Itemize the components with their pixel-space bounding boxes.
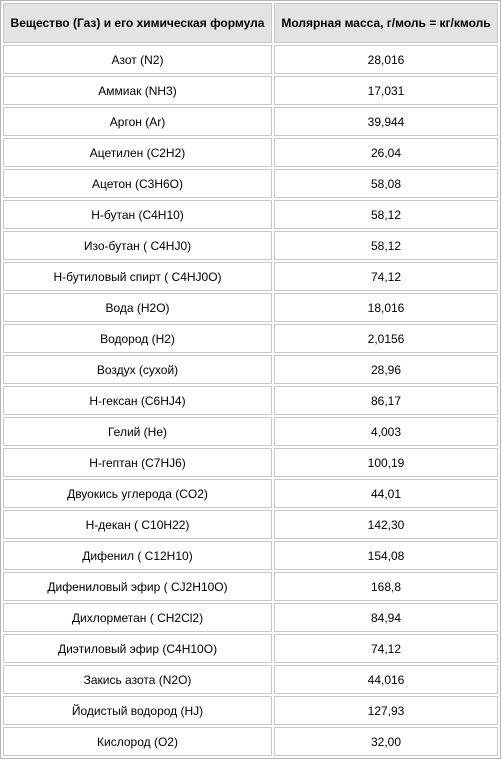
molar-mass-cell: 58,12 bbox=[274, 231, 498, 260]
molar-mass-cell: 4,003 bbox=[274, 417, 498, 446]
table-row bbox=[3, 76, 498, 105]
molar-mass-cell: 2,0156 bbox=[274, 324, 498, 353]
substance-cell: Н-декан ( C10H22) bbox=[3, 510, 272, 539]
table-row bbox=[3, 541, 498, 570]
substance-cell: Аргон (Ar) bbox=[3, 107, 272, 136]
table-row bbox=[3, 665, 498, 694]
table-row bbox=[3, 417, 498, 446]
table-row bbox=[3, 355, 498, 384]
substance-cell: Дифенил ( C12H10) bbox=[3, 541, 272, 570]
substance-cell: Ацетилен (C2H2) bbox=[3, 138, 272, 167]
header-substance: Вещество (Газ) и его химическая формула bbox=[3, 3, 272, 43]
molar-mass-cell: 32,00 bbox=[274, 727, 498, 756]
table-row bbox=[3, 45, 498, 74]
header-molar-mass: Молярная масса, г/моль = кг/кмоль bbox=[274, 3, 498, 43]
substance-cell: Водород (H2) bbox=[3, 324, 272, 353]
table-row bbox=[3, 293, 498, 322]
substance-cell: Дифениловый эфир ( CJ2H10O) bbox=[3, 572, 272, 601]
table-row bbox=[3, 138, 498, 167]
table-row bbox=[3, 727, 498, 756]
substance-cell: Н-гептан (C7HJ6) bbox=[3, 448, 272, 477]
substance-cell: Н-гексан (C6HJ4) bbox=[3, 386, 272, 415]
table-row bbox=[3, 479, 498, 508]
molar-mass-cell: 44,016 bbox=[274, 665, 498, 694]
molar-mass-cell: 28,016 bbox=[274, 45, 498, 74]
substance-cell: Воздух (сухой) bbox=[3, 355, 272, 384]
substance-cell: Вода (H2O) bbox=[3, 293, 272, 322]
molar-mass-cell: 154,08 bbox=[274, 541, 498, 570]
molar-mass-cell: 100,19 bbox=[274, 448, 498, 477]
molar-mass-cell: 58,12 bbox=[274, 200, 498, 229]
table-body bbox=[3, 45, 498, 756]
substance-cell: Изо-бутан ( C4HJ0) bbox=[3, 231, 272, 260]
molar-mass-cell: 168,8 bbox=[274, 572, 498, 601]
molar-mass-cell: 74,12 bbox=[274, 262, 498, 291]
table-row bbox=[3, 262, 498, 291]
substance-cell: Закись азота (N2O) bbox=[3, 665, 272, 694]
substance-cell: Йодистый водород (HJ) bbox=[3, 696, 272, 725]
molar-mass-cell: 17,031 bbox=[274, 76, 498, 105]
substance-cell: Кислород (O2) bbox=[3, 727, 272, 756]
substance-cell: Гелий (He) bbox=[3, 417, 272, 446]
molar-mass-cell: 86,17 bbox=[274, 386, 498, 415]
molar-mass-cell: 39,944 bbox=[274, 107, 498, 136]
substance-cell: Н-бутан (C4H10) bbox=[3, 200, 272, 229]
substance-cell: Диэтиловый эфир (C4H10O) bbox=[3, 634, 272, 663]
substance-cell: Двуокись углерода (CO2) bbox=[3, 479, 272, 508]
table-row bbox=[3, 324, 498, 353]
substance-cell: Дихлорметан ( CH2Cl2) bbox=[3, 603, 272, 632]
table-row bbox=[3, 200, 498, 229]
table-row bbox=[3, 696, 498, 725]
table-row bbox=[3, 572, 498, 601]
molar-mass-cell: 28,96 bbox=[274, 355, 498, 384]
table-row bbox=[3, 448, 498, 477]
molar-mass-cell: 127,93 bbox=[274, 696, 498, 725]
table-row bbox=[3, 510, 498, 539]
substance-cell: Азот (N2) bbox=[3, 45, 272, 74]
substance-cell: Ацетон (C3H6O) bbox=[3, 169, 272, 198]
table-row bbox=[3, 386, 498, 415]
molar-mass-cell: 84,94 bbox=[274, 603, 498, 632]
molar-mass-cell: 74,12 bbox=[274, 634, 498, 663]
table-row bbox=[3, 169, 498, 198]
molar-mass-cell: 18,016 bbox=[274, 293, 498, 322]
molar-mass-cell: 26,04 bbox=[274, 138, 498, 167]
substance-cell: Аммиак (NH3) bbox=[3, 76, 272, 105]
table-header-row bbox=[3, 3, 498, 43]
table-row bbox=[3, 107, 498, 136]
molar-mass-cell: 58,08 bbox=[274, 169, 498, 198]
table-row bbox=[3, 231, 498, 260]
molar-mass-cell: 142,30 bbox=[274, 510, 498, 539]
molar-mass-cell: 44,01 bbox=[274, 479, 498, 508]
table-row bbox=[3, 634, 498, 663]
substance-cell: Н-бутиловый спирт ( C4HJ0O) bbox=[3, 262, 272, 291]
table-row bbox=[3, 603, 498, 632]
